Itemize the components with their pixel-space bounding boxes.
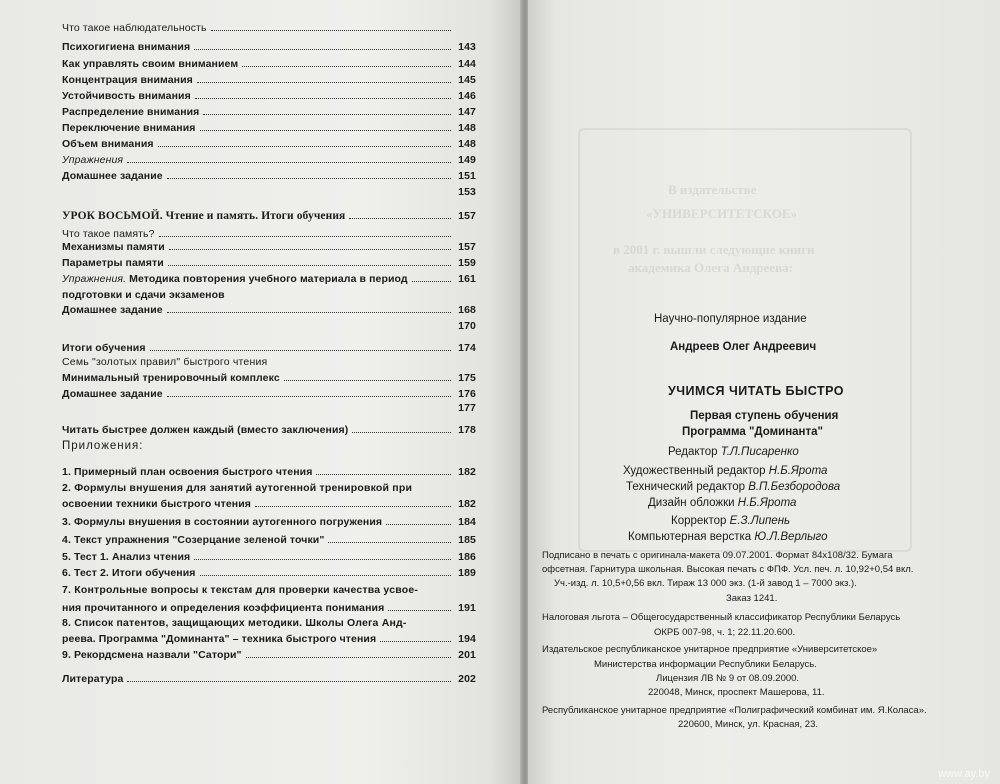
toc-leader-dots — [349, 218, 451, 219]
toc-entry — [62, 206, 476, 222]
toc-leader-dots — [194, 559, 451, 560]
toc-entry-title: Что такое память? — [62, 228, 155, 240]
toc-entry-title: 2. Формулы внушения для занятий аутогенной тренировкой при — [62, 482, 413, 494]
toc-entry — [62, 70, 476, 86]
toc-entry — [62, 598, 476, 614]
print-detail-line: Подписано в печать с оригинала-макета 09.07.2001. Формат 84х108/32. Бумага — [542, 550, 893, 561]
toc-entry — [62, 478, 476, 494]
toc-entry — [62, 300, 476, 316]
credit-name: В.П.Безбородова — [748, 481, 841, 493]
toc-page-number: 194 — [458, 633, 476, 645]
toc-entry — [62, 462, 476, 478]
publisher-detail-line: Министерства информации Республики Беларусь. — [594, 659, 817, 670]
ghost-text: В издательстве — [668, 182, 757, 197]
toc-entry-title: Что такое наблюдательность — [62, 22, 207, 34]
toc-entry — [62, 512, 476, 528]
toc-page-number: 170 — [458, 320, 476, 332]
toc-entry — [62, 563, 476, 579]
site-watermark: www.ay.by — [938, 768, 990, 780]
toc-page-number: 184 — [458, 516, 476, 528]
toc-leader-dots — [167, 396, 451, 397]
toc-leader-dots — [328, 542, 451, 543]
toc-entry — [62, 669, 476, 685]
toc-leader-dots — [169, 249, 451, 250]
toc-entry — [62, 86, 476, 102]
toc-entry — [62, 150, 476, 166]
toc-entry-title: 8. Список патентов, защищающих методики. Школы Олега Анд- — [62, 617, 407, 629]
toc-entry-title: ния прочитанного и определения коэффициента понимания — [62, 602, 385, 614]
printer-detail-line: Республиканское унитарное предприятие «Полиграфический комбинат им. Я.Коласа». — [542, 705, 927, 716]
toc-entry-title: Переключение внимания — [62, 122, 196, 134]
toc-entry-title: Упражнения — [62, 154, 124, 166]
toc-page-number: 186 — [458, 551, 476, 563]
credit-role: Художественный редактор — [623, 465, 769, 477]
publisher-detail-line: Издательское республиканское унитарное предприятие «Университетское» — [542, 644, 878, 655]
toc-leader-dots — [150, 350, 451, 351]
toc-page-number: 147 — [458, 106, 476, 118]
toc-entry-title: Домашнее задание — [62, 388, 163, 400]
toc-entry-title: УРОК ВОСЬМОЙ. Чтение и память. Итоги обучения — [62, 210, 346, 222]
toc-entry-title: 1. Примерный план освоения быстрого чтения — [62, 466, 313, 478]
toc-page-number: 202 — [458, 673, 476, 685]
toc-leader-dots — [194, 49, 451, 50]
credit-line — [668, 446, 799, 458]
toc-entry-title-italic: Упражнения. — [62, 273, 127, 285]
toc-leader-dots — [316, 474, 451, 475]
toc-leader-dots — [246, 657, 451, 658]
toc-entry — [62, 102, 476, 118]
toc-entry — [62, 436, 476, 452]
toc-leader-dots — [197, 82, 451, 83]
toc-leader-dots — [412, 281, 451, 282]
toc-entry — [62, 37, 476, 53]
toc-entry-title: освоении техники быстрого чтения — [62, 498, 251, 510]
credit-name: Ю.Л.Верлыго — [754, 531, 828, 543]
print-detail-line: офсетная. Гарнитура школьная. Высокая печать с ФПФ. Усл. печ. л. 10,92+0,54 вкл. — [542, 564, 914, 575]
toc-entry — [62, 269, 476, 285]
credit-role: Компьютерная верстка — [628, 531, 755, 543]
toc-page-number: 157 — [458, 241, 476, 253]
toc-entry-title: Распределение внимания — [62, 106, 200, 118]
toc-entry-title: 4. Текст упражнения "Созерцание зеленой точки" — [62, 534, 325, 546]
toc-entry-title: Концентрация внимания — [62, 74, 193, 86]
toc-entry — [62, 420, 476, 436]
tax-detail-line: Налоговая льгота – Общегосударственный классификатор Республики Беларусь — [542, 612, 901, 623]
toc-leader-dots — [352, 432, 451, 433]
toc-entry-title: Домашнее задание — [62, 170, 163, 182]
toc-page-number: 146 — [458, 90, 476, 102]
toc-entry-title: Итоги обучения — [62, 342, 146, 354]
credit-line — [671, 515, 790, 527]
toc-entry — [62, 54, 476, 70]
toc-leader-dots — [284, 380, 451, 381]
toc-entry-title: 5. Тест 1. Анализ чтения — [62, 551, 191, 563]
toc-entry — [62, 645, 476, 661]
toc-leader-dots — [203, 114, 451, 115]
toc-leader-dots — [380, 641, 451, 642]
toc-entry-title: Параметры памяти — [62, 257, 164, 269]
author-name: Андреев Олег Андреевич — [670, 341, 817, 353]
toc-page-number: 182 — [458, 498, 476, 510]
credit-name: Н.Б.Ярота — [737, 497, 797, 509]
toc-entry-title: 9. Рекордсмена назвали "Сатори" — [62, 649, 242, 661]
toc-leader-dots — [200, 130, 452, 131]
toc-entry-title: Механизмы памяти — [62, 241, 165, 253]
toc-entry-title: Литература — [62, 673, 124, 685]
toc-entry-title: Домашнее задание — [62, 304, 163, 316]
book-title: УЧИМСЯ ЧИТАТЬ БЫСТРО — [668, 384, 845, 398]
toc-entry-title: 3. Формулы внушения в состоянии аутогенного погружения — [62, 516, 383, 528]
toc-page-number: 201 — [458, 649, 476, 661]
toc-leader-dots — [127, 162, 451, 163]
toc-entry — [62, 352, 476, 368]
toc-leader-dots — [200, 575, 451, 576]
publisher-detail-line: Лицензия ЛВ № 9 от 08.09.2000. — [656, 673, 800, 684]
toc-entry — [62, 613, 476, 629]
toc-entry — [62, 166, 476, 182]
toc-entry-title: 7. Контрольные вопросы к текстам для проверки качества усвое- — [62, 584, 419, 596]
toc-entry-title: Семь "золотых правил" быстрого чтения — [62, 356, 268, 368]
ghost-text: «УНИВЕРСИТЕТСКОЕ» — [646, 206, 797, 221]
toc-page-number: 153 — [458, 186, 476, 198]
book-subtitle: Первая ступень обучения — [690, 410, 839, 422]
credit-role: Дизайн обложки — [648, 497, 738, 509]
toc-entry — [62, 237, 476, 253]
toc-entry-title: Читать быстрее должен каждый (вместо заключения) — [62, 424, 349, 436]
toc-page-number: 143 — [458, 41, 476, 53]
toc-entry — [62, 547, 476, 563]
publisher-detail-line: 220048, Минск, проспект Машерова, 11. — [648, 687, 825, 698]
credit-line — [628, 531, 828, 543]
toc-entry-title: Минимальный тренировочный комплекс — [62, 372, 280, 384]
toc-entry — [62, 285, 476, 301]
toc-page-number: 157 — [458, 210, 476, 222]
toc-entry-title: Объем внимания — [62, 138, 154, 150]
toc-entry-title: реева. Программа "Доминанта" – техника быстрого чтения — [62, 633, 377, 645]
toc-leader-dots — [158, 146, 451, 147]
toc-page-number: 168 — [458, 304, 476, 316]
toc-page-number: 175 — [458, 372, 476, 384]
toc-leader-dots — [167, 312, 451, 313]
credit-name: Е.З.Липень — [729, 515, 791, 527]
tax-detail-line: ОКРБ 007-98, ч. 1; 22.11.20.600. — [654, 627, 796, 638]
toc-leader-dots — [168, 265, 451, 266]
toc-entry — [62, 118, 476, 134]
toc-page-number: 178 — [458, 424, 476, 436]
ghost-text: академика Олега Андреева: — [628, 260, 793, 275]
toc-entry-title: Приложения: — [62, 440, 144, 452]
toc-entry-title: Устойчивость внимания — [62, 90, 191, 102]
credit-line — [623, 465, 827, 477]
toc-page-number: 177 — [458, 402, 476, 414]
toc-entry — [62, 182, 476, 198]
toc-entry — [62, 316, 476, 332]
toc-page-number: 151 — [458, 170, 476, 182]
toc-page-number: 145 — [458, 74, 476, 86]
toc-entry — [62, 18, 476, 34]
credit-line — [626, 481, 840, 493]
toc-entry — [62, 253, 476, 269]
right-page — [528, 0, 1000, 784]
toc-page-number: 159 — [458, 257, 476, 269]
print-detail-line: Уч.-изд. л. 10,5+0,56 вкл. Тираж 13 000 экз. (1-й завод 1 – 7000 экз.). — [554, 578, 857, 589]
toc-entry — [62, 629, 476, 645]
toc-entry-title: Упражнения. Методика повторения учебного материала в период — [62, 273, 408, 285]
toc-entry — [62, 530, 476, 546]
toc-page-number: 189 — [458, 567, 476, 579]
toc-entry-title: Как управлять своим вниманием — [62, 58, 239, 70]
toc-page-number: 148 — [458, 138, 476, 150]
ghost-text: в 2001 г. вышли следующие книги — [613, 242, 815, 257]
credit-name: Т.Л.Писаренко — [720, 446, 799, 458]
toc-page-number: 149 — [458, 154, 476, 166]
credit-role: Технический редактор — [626, 481, 749, 493]
toc-leader-dots — [386, 524, 451, 525]
toc-entry-title: 6. Тест 2. Итоги обучения — [62, 567, 196, 579]
credit-name: Н.Б.Ярота — [768, 465, 828, 477]
toc-page-number: 148 — [458, 122, 476, 134]
toc-leader-dots — [255, 506, 451, 507]
toc-entry — [62, 398, 476, 414]
toc-entry — [62, 368, 476, 384]
toc-entry — [62, 494, 476, 510]
toc-page-number: 176 — [458, 388, 476, 400]
toc-leader-dots — [211, 30, 451, 31]
toc-leader-dots — [167, 178, 451, 179]
toc-leader-dots — [388, 610, 451, 611]
toc-page-number: 174 — [458, 342, 476, 354]
print-detail-line: Заказ 1241. — [726, 593, 778, 604]
credit-role: Редактор — [668, 446, 721, 458]
toc-page-number: 144 — [458, 58, 476, 70]
credit-line — [648, 497, 796, 509]
toc-leader-dots — [242, 66, 451, 67]
printer-detail-line: 220600, Минск, ул. Красная, 23. — [678, 719, 819, 730]
toc-entry-title: Психогигиена внимания — [62, 41, 191, 53]
toc-leader-dots — [127, 681, 451, 682]
toc-entry-title: подготовки и сдачи экзаменов — [62, 289, 225, 301]
program-name: Программа "Доминанта" — [682, 426, 823, 438]
toc-page-number: 191 — [458, 602, 476, 614]
toc-leader-dots — [195, 98, 451, 99]
toc-entry — [62, 134, 476, 150]
toc-page-number: 185 — [458, 534, 476, 546]
toc-page-number: 161 — [458, 273, 476, 285]
credit-role: Корректор — [671, 515, 730, 527]
toc-entry — [62, 580, 476, 596]
edition-type: Научно-популярное издание — [654, 313, 807, 325]
toc-page-number: 182 — [458, 466, 476, 478]
